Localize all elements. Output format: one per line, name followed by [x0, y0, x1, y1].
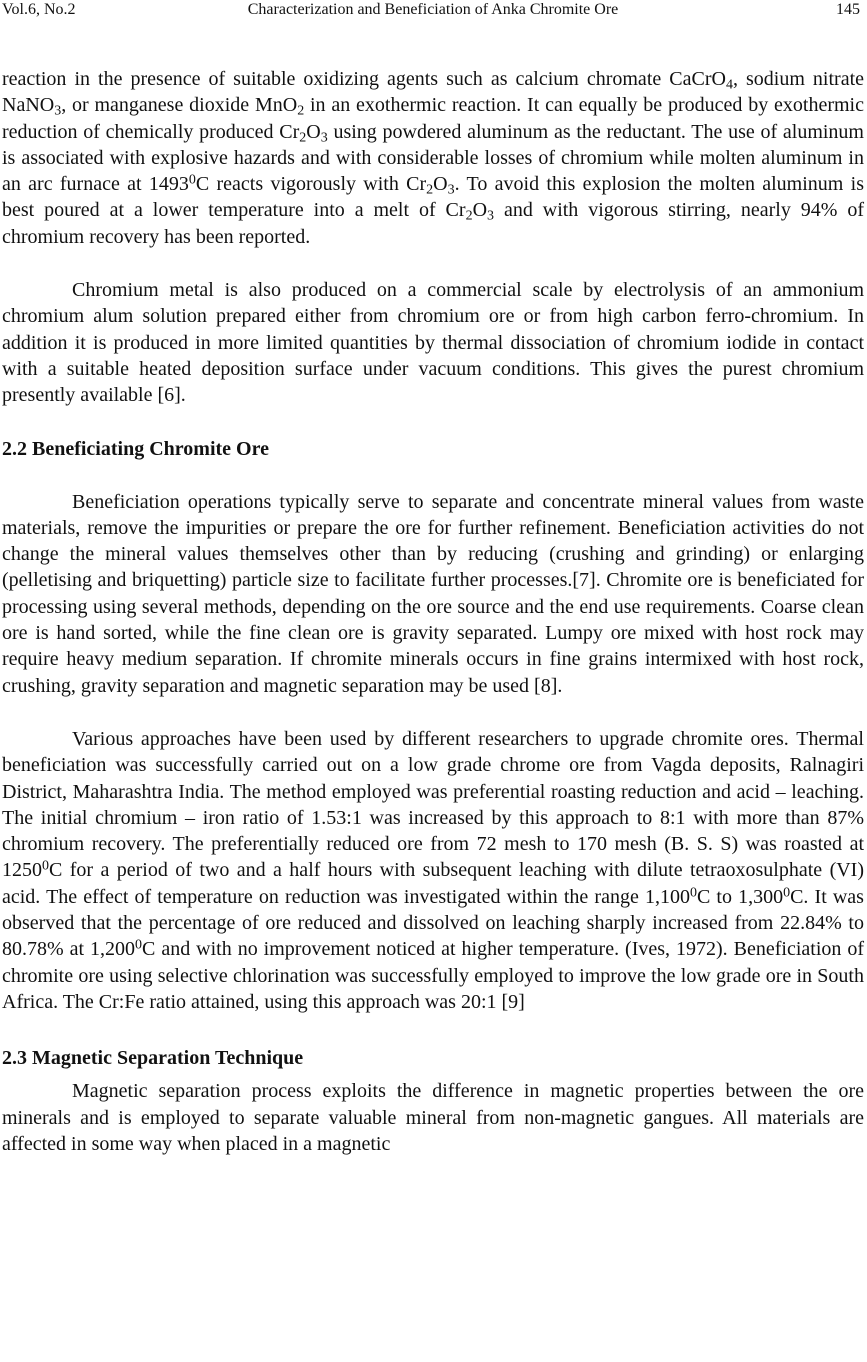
running-header: [2, 0, 864, 22]
journal-volume: Vol.6, No.2: [2, 1, 76, 18]
paragraph-beneficiation-operations: Beneficiation operations typically serve to separate and concentrate mineral values from waste materials, remove the impurities or prepare the ore for further refinement. Beneficiation activities do not change the mineral values themselves other than by reducing (crushing and grinding) or enlarging (pelletising and briquetting) particle size to facilitate further processes.[7]. Chromite ore is beneficiated for processing using several methods, depending on the ore source and the end use requirements. Coarse clean ore is hand sorted, while the fine clean ore is gravity separated. Lumpy ore mixed with host rock may require heavy medium separation. If chromite minerals occurs in fine grains intermixed with host rock, crushing, gravity separation and magnetic separation may be used [8].: [2, 490, 864, 697]
body-text: [2, 66, 864, 1157]
section-heading-beneficiating: 2.2 Beneficiating Chromite Ore: [2, 437, 269, 460]
paragraph-magnetic-separation: Magnetic separation process exploits the difference in magnetic properties between the ore minerals and is employed to separate valuable mineral from non-magnetic gangues. All materials are affected in some way when placed in a magnetic: [2, 1080, 864, 1155]
paragraph-upgrade-approaches: Various approaches have been used by different researchers to upgrade chromite ores. Thermal beneficiation was successfully carried out on a low grade chrome ore from Vagda deposits, Ralnagiri District, Maharashtra India. The method employed was preferential roasting reduction and acid – leaching. The initial chromium – iron ratio of 1.53:1 was increased by this approach to 8:1 with more than 87% chromium recovery. The preferentially reduced ore from 72 mesh to 170 mesh (B. S. S) was roasted at 1250$^0$C for a period of two and a half hours with subsequent leaching with dilute tetraoxosulphate (VI) acid. The effect of temperature on reduction was investigated within the range 1,100$^0$C to 1,300$^0$C. It was observed that the percentage of ore reduced and dissolved on leaching sharply increased from 22.84% to 80.78% at 1,200$^0$C and with no improvement noticed at higher temperature. (Ives, 1972). Beneficiation of chromite ore using selective chlorination was successfully employed to improve the low grade ore in South Africa. The Cr:Fe ratio attained, using this approach was 20:1 [9]: [2, 727, 864, 1013]
section-heading-magnetic-separation: 2.3 Magnetic Separation Technique: [2, 1047, 304, 1070]
article-title: Characterization and Beneficiation of Anka Chromite Ore: [247, 1, 619, 18]
page-number: 145: [836, 1, 860, 18]
paragraph-electrolysis: Chromium metal is also produced on a commercial scale by electrolysis of an ammonium chromium alum solution prepared either from chromium ore or from high carbon ferro-chromium. In addition it is produced in more limited quantities by thermal dissociation of chromium iodide in contact with a suitable heated deposition surface under vacuum conditions. This gives the purest chromium presently available [6].: [2, 279, 864, 407]
paragraph-chromium-reduction: reaction in the presence of suitable oxidizing agents such as calcium chromate CaCrO$_4$, sodium nitrate NaNO$_3$, or manganese dioxide MnO$_2$ in an exothermic reaction. It can equally be produced by exothermic reduction of chemically produced $Cr_2O_3$ using powdered aluminum as the reductant. The use of aluminum is associated with explosive hazards and with considerable losses of chromium while molten aluminum in an arc furnace at 1493$^0$C reacts vigorously with $Cr_2O_3$. To avoid this explosion the molten aluminum is best poured at a lower temperature into a melt of $Cr_2O_3$ and with vigorous stirring, nearly 94% of chromium recovery has been reported.: [2, 68, 865, 248]
